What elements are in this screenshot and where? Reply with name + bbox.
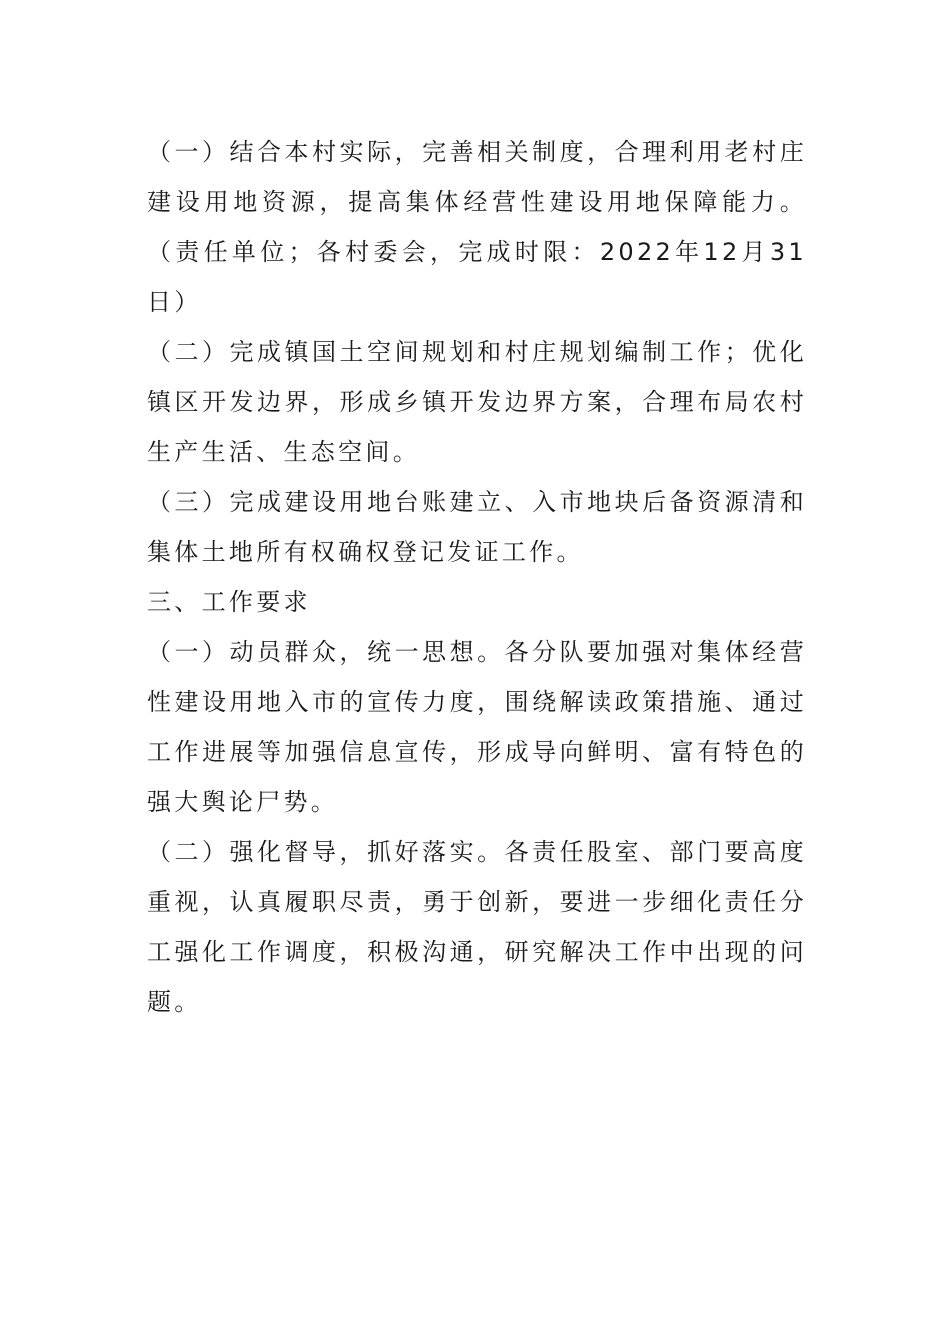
paragraph-task-2: （二）完成镇国土空间规划和村庄规划编制工作；优化镇区开发边界，形成乡镇开发边界方案，合理布局农村生产生活、生态空间。 bbox=[147, 338, 807, 466]
paragraph-task-3: （三）完成建设用地台账建立、入市地块后备资源清和集体土地所有权确权登记发证工作。 bbox=[147, 488, 807, 566]
document-body bbox=[147, 127, 807, 1027]
paragraph-requirement-1: （一）动员群众，统一思想。各分队要加强对集体经营性建设用地入市的宣传力度，围绕解读政策措施、通过工作进展等加强信息宣传，形成导向鲜明、富有特色的强大舆论尸势。 bbox=[147, 638, 807, 816]
paragraph-task-1: （一）结合本村实际，完善相关制度，合理利用老村庄建设用地资源，提高集体经营性建设用地保障能力。（责任单位；各村委会，完成时限：2022年12月31日） bbox=[147, 138, 807, 316]
section-heading-work-requirements: 三、工作要求 bbox=[147, 588, 311, 616]
paragraph-requirement-2: （二）强化督导，抓好落实。各责任股室、部门要高度重视，认真履职尽责，勇于创新，要进一步细化责任分工强化工作调度，积极沟通，研究解决工作中出现的问题。 bbox=[147, 838, 807, 1016]
